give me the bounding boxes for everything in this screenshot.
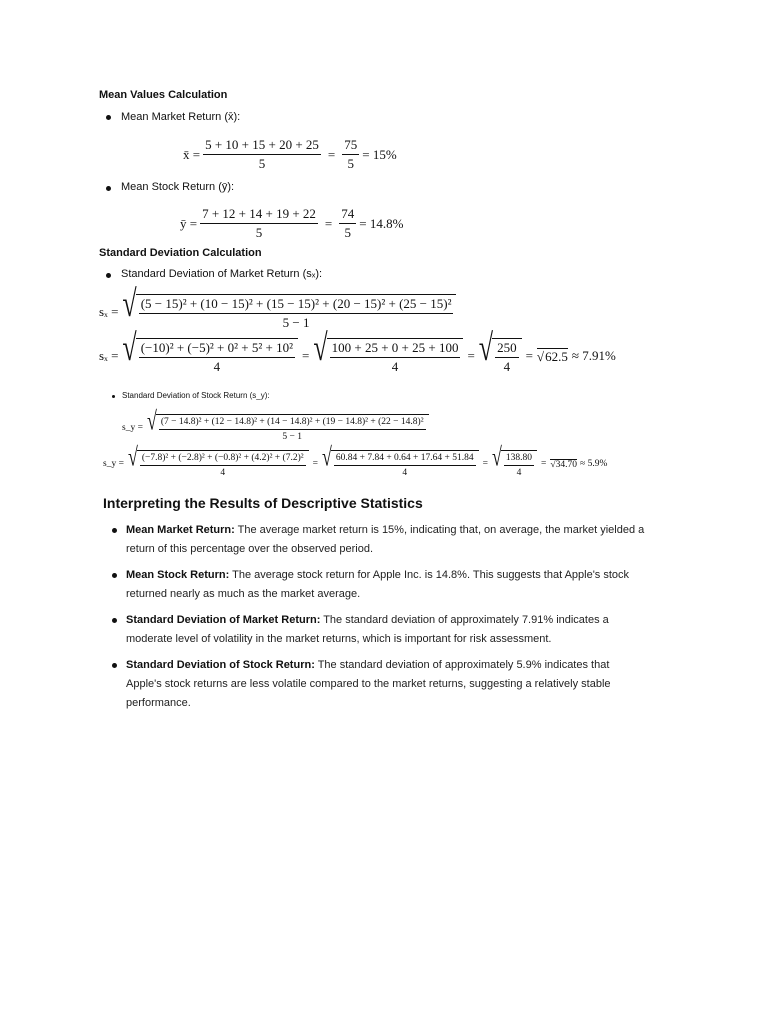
bullet-dot [106, 186, 111, 191]
sd-heading: Standard Deviation Calculation [99, 247, 262, 259]
formula-result: ≈ 5.9% [579, 459, 608, 470]
frac-den: 5 [344, 225, 352, 241]
interpret-item-label: Mean Market Return: [126, 524, 235, 536]
frac-num: 138.80 [504, 453, 534, 466]
formula-lhs: ȳ = [180, 215, 198, 231]
frac-den: 5 [255, 225, 263, 241]
frac-den: 5 [258, 156, 266, 172]
sd-market-line2: sₓ = √ $\frac{\text{(−10)² + (−5)² + 0² + 5² + 10²}}{4}$ = √ $\frac{100 + 25 + 0 + 25 + 100}{4}$ = √ $\frac{250}{4}$ = √62.5 ≈ 7.91% [99, 326, 616, 375]
frac-den: 5 − 1 [282, 315, 310, 331]
frac-den: 5 [347, 156, 355, 172]
frac-num: 60.84 + 7.84 + 0.64 + 17.64 + 51.84 [334, 453, 476, 466]
frac-num: 250 [495, 341, 519, 358]
interpret-item [126, 656, 646, 713]
interpret-item-text: The average stock return for Apple Inc. is 14.8%. This suggests that Apple's stock returned nearly as much as the market average. [126, 569, 630, 600]
bullet-dot [106, 115, 111, 120]
sd-market-line1: sₓ = √ (5 − 15)² + (10 − 15)² + (15 − 15)² + (20 − 15)² + (25 − 15)² 5 − 1 [99, 294, 456, 331]
frac-den: 4 [220, 468, 226, 479]
interpret-item-text: The standard deviation of approximately 7.91% indicates a moderate level of volatility in the market returns, which is important for risk assessment. [126, 614, 609, 645]
interpret-item-text: The standard deviation of approximately 5.9% indicates that Apple's stock returns are less volatile compared to the market returns, suggesting a relatively stable performance. [126, 659, 611, 709]
formula-lhs: s_y = [103, 459, 124, 470]
bullet-dot [112, 663, 117, 668]
sd-stock-line2: s_y = √ $\frac{\text{(−7.8)² + (−2.8)² + (−0.8)² + (4.2)² + (7.2)²}}{4}$ = √ $\frac{60.84 + 7.84 + 0.64 + 17.64 + 51.84}{4}$ = √ $\frac{138.80}{4}$ = √34.70 ≈ 5.9% [103, 442, 608, 479]
frac-num: 100 + 25 + 0 + 25 + 100 [330, 341, 461, 358]
formula-lhs: x̄ = [183, 146, 201, 162]
formula-lhs: s_y = [122, 423, 143, 434]
frac-den: 4 [213, 359, 221, 375]
bullet-dot [112, 395, 115, 398]
interpret-item-label: Standard Deviation of Stock Return: [126, 659, 315, 671]
interpret-item-label: Standard Deviation of Market Return: [126, 614, 321, 626]
sqrt-value: 34.70 [555, 459, 577, 470]
sqrt-value: 62.5 [545, 348, 568, 364]
frac-den: 4 [516, 468, 522, 479]
frac-den: 4 [391, 359, 399, 375]
frac-num: 75 [342, 138, 359, 155]
formula-result: ≈ 7.91% [571, 348, 616, 364]
frac-den: 5 − 1 [282, 432, 302, 443]
mean-market-formula: x̄ = $\frac{5 + 10 + 15 + 20 + 25}{5}$ = $\frac{75}{5}$ = 15% [183, 137, 397, 172]
mean-stock-formula: ȳ = $\frac{7 + 12 + 14 + 19 + 22}{5}$ = $\frac{74}{5}$ = 14.8% [180, 206, 404, 241]
interpret-item [126, 566, 646, 604]
bullet-dot [112, 528, 117, 533]
sd-stock-line1: s_y = √ (7 − 14.8)² + (12 − 14.8)² + (14 − 14.8)² + (19 − 14.8)² + (22 − 14.8)² 5 − 1 [122, 414, 429, 443]
frac-den: 4 [402, 468, 408, 479]
frac-num: (7 − 14.8)² + (12 − 14.8)² + (14 − 14.8)² + (19 − 14.8)² + (22 − 14.8)² [159, 417, 426, 430]
frac-num: 5 + 10 + 15 + 20 + 25 [203, 138, 321, 155]
sd-market-label: Standard Deviation of Market Return (sₓ): [121, 268, 323, 280]
frac-num: (−7.8)² + (−2.8)² + (−0.8)² + (4.2)² + (7.2)² [140, 453, 306, 466]
frac-num: 74 [339, 207, 356, 224]
interpret-item-label: Mean Stock Return: [126, 569, 230, 581]
mean-stock-label: Mean Stock Return (ȳ): [121, 181, 235, 193]
interpret-item [126, 611, 646, 649]
interpret-heading: Interpreting the Results of Descriptive Statistics [103, 495, 423, 511]
frac-num: (5 − 15)² + (10 − 15)² + (15 − 15)² + (20 − 15)² + (25 − 15)² [139, 297, 454, 314]
interpret-item [126, 521, 646, 559]
bullet-dot [112, 573, 117, 578]
bullet-dot [106, 273, 111, 278]
frac-den: 4 [503, 359, 511, 375]
frac-num: 7 + 12 + 14 + 19 + 22 [200, 207, 318, 224]
mean-market-label: Mean Market Return (x̄): [121, 111, 241, 123]
interpret-item-text: The average market return is 15%, indicating that, on average, the market yielded a return of this percentage over the observed period. [126, 524, 645, 555]
formula-lhs: sₓ = [99, 304, 119, 320]
mean-heading: Mean Values Calculation [99, 89, 228, 101]
sd-stock-label: Standard Deviation of Stock Return (s_y): [122, 391, 270, 400]
frac-num: (−10)² + (−5)² + 0² + 5² + 10² [139, 341, 295, 358]
formula-result: = 14.8% [359, 215, 404, 231]
formula-lhs: sₓ = [99, 348, 119, 364]
formula-result: = 15% [362, 146, 397, 162]
bullet-dot [112, 618, 117, 623]
